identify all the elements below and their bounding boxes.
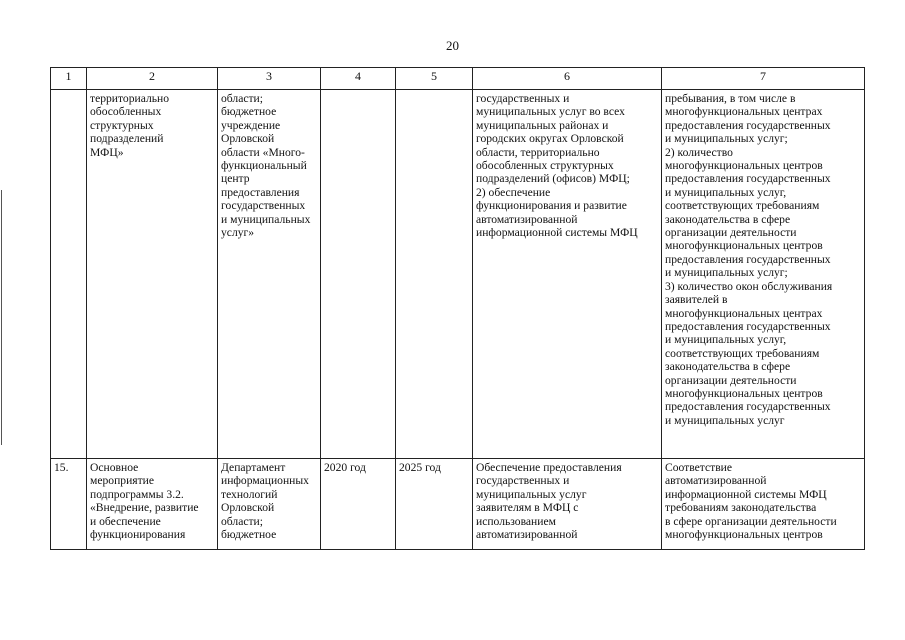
- table-row: [51, 90, 865, 459]
- header-cell-5: 5: [396, 68, 473, 90]
- row2-indicator-cell: Соответствие автоматизированной информационной системы МФЦ требованиям законодательства в сфере организации деятельности многофункциональных центров: [662, 459, 865, 550]
- row1-end-cell: [396, 90, 473, 459]
- table-row: [51, 459, 865, 550]
- row2-result-cell: Обеспечение предоставления государственных и муниципальных услуг заявителям в МФЦ с использованием автоматизированной: [473, 459, 662, 550]
- page-number: 20: [446, 38, 459, 53]
- header-cell-6: 6: [473, 68, 662, 90]
- row1-start-cell: [321, 90, 396, 459]
- row2-number-cell: 15.: [51, 459, 87, 550]
- document-table: [50, 67, 865, 550]
- row2-activity-cell: Основное мероприятие подпрограммы 3.2. «Внедрение, развитие и обеспечение функционирования: [87, 459, 218, 550]
- row1-result-cell: государственных и муниципальных услуг во всех муниципальных районах и городских округах Орловской области, территориально обособленных структурных подразделений (офисов) МФЦ; 2) обеспечение функционирования и развитие автоматизированной информационной системы МФЦ: [473, 90, 662, 459]
- row1-executor-cell: области; бюджетное учреждение Орловской области «Много- функциональный центр предоставления государственных и муниципальных услуг»: [218, 90, 321, 459]
- row1-indicator-cell: пребывания, в том числе в многофункциональных центрах предоставления государственных и муниципальных услуг; 2) количество многофункциональных центров предоставления государственных и муниципальных услуг, соответствующих требованиям законодательства в сфере организации деятельности многофункциональных центров предоставления государственных и муниципальных услуг; 3) количество окон обслуживания заявителей в многофункциональных центрах предоставления государственных и муниципальных услуг, соответствующих требованиям законодательства в сфере организации деятельности многофункциональных центров предоставления государственных и муниципальных услуг: [662, 90, 865, 459]
- scan-edge-line: [1, 190, 2, 445]
- table-header-row: [51, 68, 865, 90]
- header-cell-3: 3: [218, 68, 321, 90]
- row1-activity-cell: территориально обособленных структурных подразделений МФЦ»: [87, 90, 218, 459]
- header-cell-4: 4: [321, 68, 396, 90]
- header-cell-2: 2: [87, 68, 218, 90]
- row2-start-cell: 2020 год: [321, 459, 396, 550]
- header-cell-1: 1: [51, 68, 87, 90]
- row2-end-cell: 2025 год: [396, 459, 473, 550]
- header-cell-7: 7: [662, 68, 865, 90]
- row2-executor-cell: Департамент информационных технологий Орловской области; бюджетное: [218, 459, 321, 550]
- row1-number-cell: [51, 90, 87, 459]
